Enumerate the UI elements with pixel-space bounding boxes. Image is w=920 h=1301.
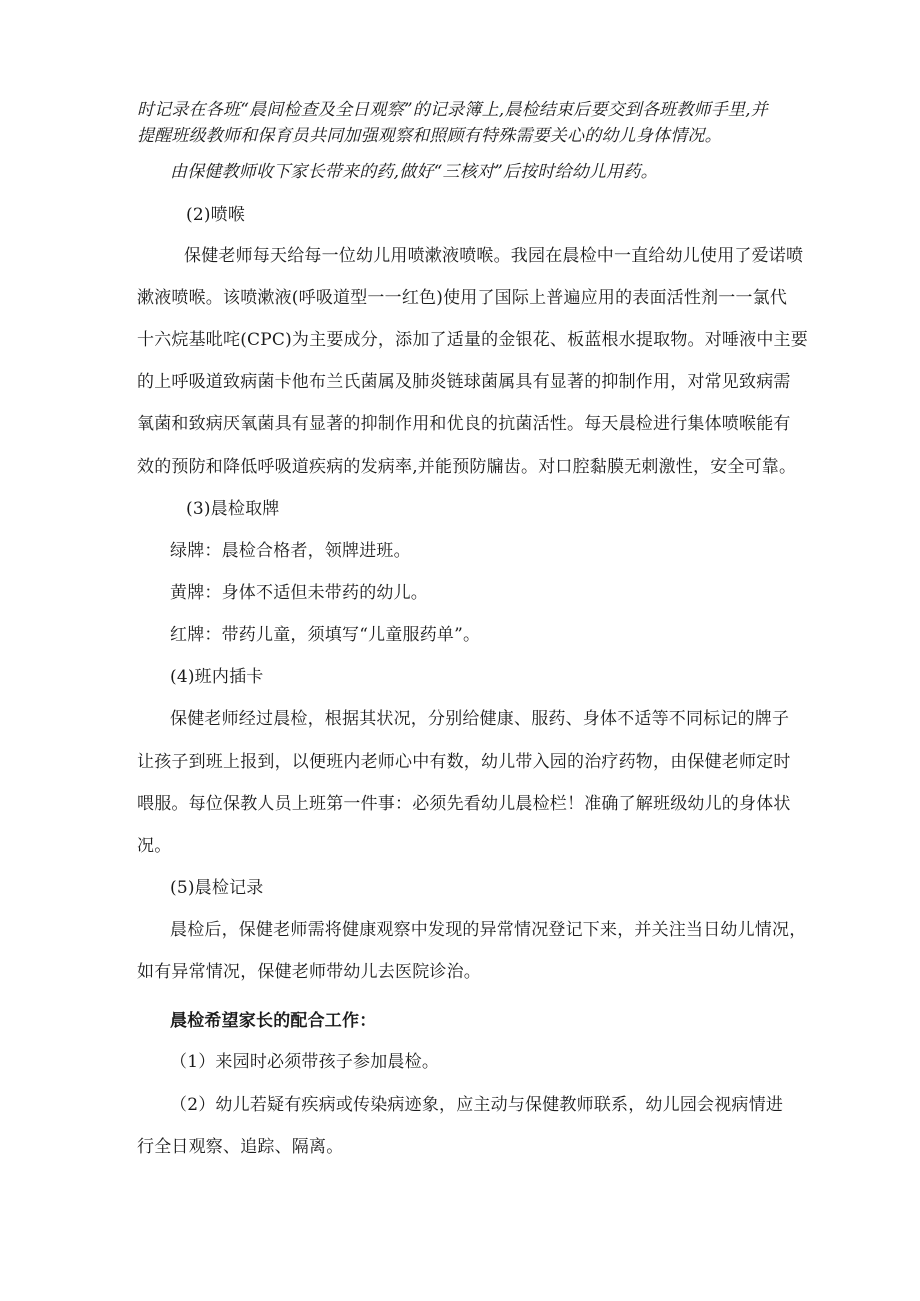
section-4-line-2: 让孩子到班上报到，以便班内老师心中有数，幼儿带入园的治疗药物，由保健老师定时 [137,752,791,772]
parents-item-1: （1）来园时必须带孩子参加晨检。 [170,1052,440,1072]
medicine-paragraph: 由保健教师收下家长带来的药,做好“三核对”后按时给幼儿用药。 [170,162,658,182]
section-3-heading: (3)晨检取牌 [186,499,280,519]
section-2-line-1: 保健老师每天给每一位幼儿用喷漱液喷喉。我园在晨检中一直给幼儿使用了爱诺喷 [184,246,804,266]
section-5-line-2: 如有异常情况，保健老师带幼儿去医院诊治。 [137,962,481,982]
section-2-line-4: 的上呼吸道致病菌卡他布兰氏菌属及肺炎链球菌属具有显著的抑制作用，对常见致病需 [137,372,791,392]
section-4-line-1: 保健老师经过晨检，根据其状况，分别给健康、服药、身体不适等不同标记的牌子 [170,709,790,729]
section-2-line-3: 十六烷基吡咤(CPC)为主要成分，添加了适量的金银花、板蓝根水提取物。对唾液中主要 [137,330,808,350]
green-card: 绿牌：晨检合格者，领牌进班。 [170,541,411,561]
section-2-line-5: 氧菌和致病厌氧菌具有显著的抑制作用和优良的抗菌活性。每天晨检进行集体喷喉能有 [137,414,791,434]
section-2-line-6: 效的预防和降低呼吸道疾病的发病率,并能预防牖齿。对口腔黏膜无刺激性，安全可靠。 [137,457,797,477]
parents-item-2-line-1: （2）幼儿若疑有疾病或传染病迹象，应主动与保健教师联系，幼儿园会视病情进 [170,1095,784,1115]
section-4-line-3: 喂服。每位保教人员上班第一件事：必须先看幼儿晨检栏！准确了解班级幼儿的身体状 [137,794,791,814]
section-4-line-4: 况。 [137,836,172,856]
section-2-heading: (2)喷喉 [186,205,246,225]
yellow-card: 黄牌：身体不适但未带药的幼儿。 [170,583,428,603]
section-2-line-2: 漱液喷喉。该喷漱液(呼吸道型一一红色)使用了国际上普遍应用的表面活性剂一一氯代 [137,288,788,308]
intro-line-1: 时记录在各班“晨间检查及全日观察”的记录簿上,晨检结束后要交到各班教师手里,并 [137,100,768,120]
parents-item-2-line-2: 行全日观察、追踪、隔离。 [137,1137,344,1157]
intro-line-2: 提醒班级教师和保育员共同加强观察和照顾有特殊需要关心的幼儿身体情况。 [137,126,722,146]
section-5-line-1: 晨检后，保健老师需将健康观察中发现的异常情况登记下来，并关注当日幼儿情况， [170,920,807,940]
red-card: 红牌：带药儿童，须填写“儿童服药单”。 [170,625,481,645]
section-4-heading: (4)班内插卡 [170,667,264,687]
section-5-heading: (5)晨检记录 [170,878,264,898]
parents-cooperation-heading: 晨检希望家长的配合工作： [170,1011,377,1031]
